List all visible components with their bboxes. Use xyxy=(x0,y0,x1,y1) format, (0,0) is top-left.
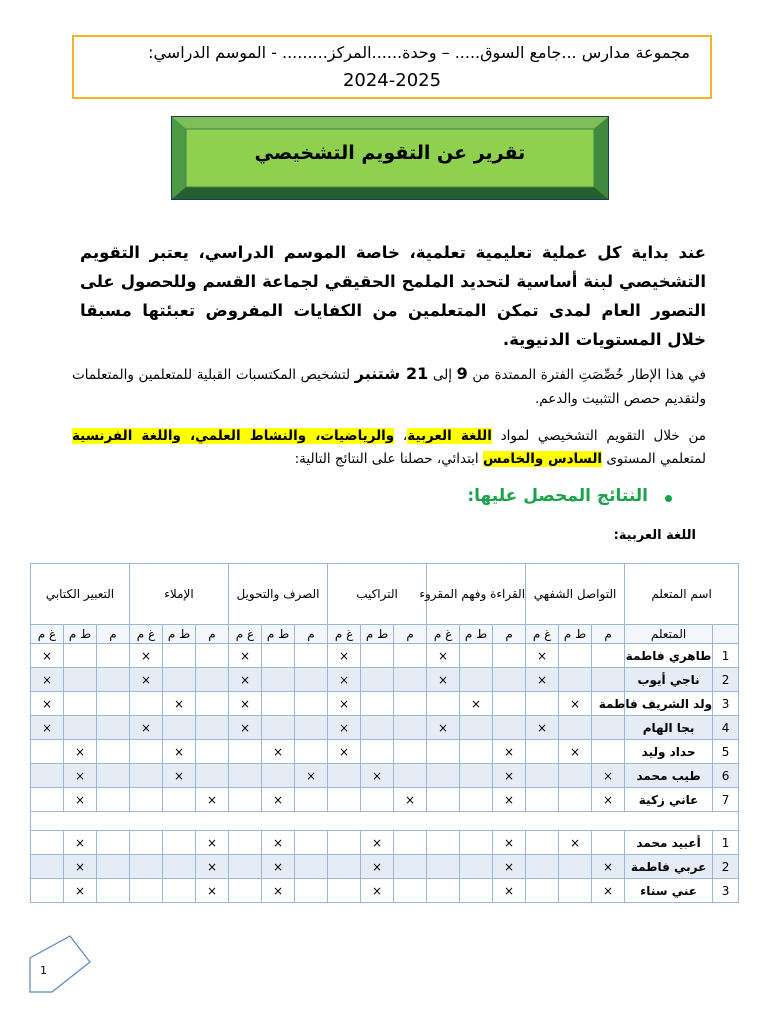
mark-x-icon: × xyxy=(31,692,64,716)
level-cell xyxy=(64,692,97,716)
mark-x-icon: × xyxy=(196,788,229,812)
mark-x-icon: × xyxy=(64,831,97,855)
level-cell xyxy=(262,692,295,716)
subheader-level: غ م xyxy=(328,625,361,644)
level-cell xyxy=(427,855,460,879)
header-student-name: اسم المتعلم xyxy=(625,564,739,625)
mark-x-icon: × xyxy=(559,740,592,764)
level-cell xyxy=(427,692,460,716)
level-cell xyxy=(97,788,130,812)
level-cell xyxy=(526,740,559,764)
level-cell xyxy=(394,855,427,879)
subheader-level: م xyxy=(394,625,427,644)
level-cell xyxy=(460,879,493,903)
student-name: بجا الهام xyxy=(625,716,713,740)
subheader-level: م xyxy=(97,625,130,644)
level-cell xyxy=(229,740,262,764)
row-number: 2 xyxy=(713,668,739,692)
subheader-number-cell xyxy=(713,625,739,644)
table-row xyxy=(31,740,739,764)
subheader-level: م xyxy=(295,625,328,644)
level-cell xyxy=(460,788,493,812)
mark-x-icon: × xyxy=(229,644,262,668)
subheader-level: غ م xyxy=(526,625,559,644)
level-cell xyxy=(460,764,493,788)
level-cell xyxy=(559,879,592,903)
level-cell xyxy=(295,855,328,879)
intro-paragraph: عند بداية كل عملية تعليمية تعلمية، خاصة الموسم الدراسي، يعتبر التقويم التشخيصي لبنة أساسية لتحديد الملمح الحقيقي لجماعة القسم وللحصول على التصور العام لمدى تمكن المتعلمين من الكفايات المفروض تعبئتها مسبقا خلال المستويات الدنيوية. xyxy=(80,243,706,349)
period-start-day: 9 xyxy=(456,364,468,383)
level-cell xyxy=(493,668,526,692)
subjects-text-c: ابتدائي، حصلنا على النتائج التالية: xyxy=(294,451,483,467)
student-name: حداد وليد xyxy=(625,740,713,764)
mark-x-icon: × xyxy=(592,855,625,879)
level-cell xyxy=(31,788,64,812)
mark-x-icon: × xyxy=(229,692,262,716)
level-cell xyxy=(130,788,163,812)
mark-x-icon: × xyxy=(394,788,427,812)
mark-x-icon: × xyxy=(361,831,394,855)
level-cell xyxy=(394,740,427,764)
mark-x-icon: × xyxy=(559,692,592,716)
level-cell xyxy=(460,668,493,692)
level-cell xyxy=(328,788,361,812)
level-cell xyxy=(295,740,328,764)
mark-x-icon: × xyxy=(460,692,493,716)
level-cell xyxy=(394,879,427,903)
level-cell xyxy=(130,764,163,788)
level-cell xyxy=(493,644,526,668)
row-number: 7 xyxy=(713,788,739,812)
mark-x-icon: × xyxy=(262,788,295,812)
mark-x-icon: × xyxy=(196,855,229,879)
level-cell xyxy=(295,668,328,692)
subjects-paragraph xyxy=(72,425,706,471)
header-domain: التراكيب xyxy=(328,564,427,625)
header-year: 2024-2025 xyxy=(342,70,442,91)
level-cell xyxy=(31,764,64,788)
mark-x-icon: × xyxy=(361,879,394,903)
level-cell xyxy=(163,644,196,668)
table-row xyxy=(31,644,739,668)
student-name: ولد الشريف فاطمة xyxy=(625,692,713,716)
row-number: 6 xyxy=(713,764,739,788)
table-row xyxy=(31,831,739,855)
mark-x-icon: × xyxy=(427,668,460,692)
group-separator-row xyxy=(31,812,739,831)
level-cell xyxy=(559,644,592,668)
subheader-level: غ م xyxy=(427,625,460,644)
header-domain: التعبير الكتابي xyxy=(31,564,130,625)
mark-x-icon: × xyxy=(130,668,163,692)
level-cell xyxy=(592,644,625,668)
subheader-level: ط م xyxy=(460,625,493,644)
mark-x-icon: × xyxy=(64,788,97,812)
mark-x-icon: × xyxy=(262,879,295,903)
level-cell xyxy=(394,644,427,668)
level-cell xyxy=(295,879,328,903)
level-cell xyxy=(328,879,361,903)
mark-x-icon: × xyxy=(262,855,295,879)
subjects-others-highlight: والرياضيات، والنشاط العلمي، واللغة الفرنسية xyxy=(72,428,395,444)
mark-x-icon: × xyxy=(229,716,262,740)
level-cell xyxy=(64,644,97,668)
table-row xyxy=(31,788,739,812)
mark-x-icon: × xyxy=(163,740,196,764)
subjects-text-a: من خلال التقويم التشخيصي لمواد xyxy=(491,428,706,444)
table-subheader-row xyxy=(31,625,739,644)
level-cell xyxy=(229,855,262,879)
subheader-level: غ م xyxy=(31,625,64,644)
level-cell xyxy=(559,668,592,692)
level-cell xyxy=(196,740,229,764)
header-domain: الصرف والتحويل xyxy=(229,564,328,625)
level-cell xyxy=(559,855,592,879)
level-cell xyxy=(163,831,196,855)
level-cell xyxy=(559,764,592,788)
level-cell xyxy=(559,788,592,812)
student-name: ناجي أيوب xyxy=(625,668,713,692)
mark-x-icon: × xyxy=(196,879,229,903)
mark-x-icon: × xyxy=(493,740,526,764)
mark-x-icon: × xyxy=(592,764,625,788)
mark-x-icon: × xyxy=(493,855,526,879)
level-cell xyxy=(592,668,625,692)
mark-x-icon: × xyxy=(526,668,559,692)
level-cell xyxy=(295,716,328,740)
level-cell xyxy=(295,831,328,855)
level-cell xyxy=(394,668,427,692)
student-name: طاهري فاطمة xyxy=(625,644,713,668)
level-cell xyxy=(31,855,64,879)
mark-x-icon: × xyxy=(592,788,625,812)
level-cell xyxy=(559,716,592,740)
period-text-a: في هذا الإطار خُصِّصَتِ الفترة الممتدة من xyxy=(467,367,707,383)
level-cell xyxy=(130,692,163,716)
mark-x-icon: × xyxy=(130,644,163,668)
level-cell xyxy=(427,740,460,764)
mark-x-icon: × xyxy=(31,716,64,740)
level-cell xyxy=(262,716,295,740)
subheader-level: ط م xyxy=(64,625,97,644)
level-cell xyxy=(526,764,559,788)
row-number: 1 xyxy=(713,831,739,855)
level-cell xyxy=(97,668,130,692)
mark-x-icon: × xyxy=(427,716,460,740)
header-school-line: مجموعة مدارس ...جامع السوق..... – وحدة......المركز......... - الموسم الدراسي: xyxy=(148,43,690,62)
level-cell xyxy=(328,764,361,788)
mark-x-icon: × xyxy=(31,644,64,668)
table-row xyxy=(31,879,739,903)
level-cell xyxy=(526,855,559,879)
level-cell xyxy=(97,644,130,668)
table-row xyxy=(31,668,739,692)
level-cell xyxy=(460,716,493,740)
level-cell xyxy=(427,788,460,812)
level-cell xyxy=(31,831,64,855)
level-cell xyxy=(592,716,625,740)
level-cell xyxy=(361,788,394,812)
level-cell xyxy=(328,855,361,879)
level-cell xyxy=(427,879,460,903)
mark-x-icon: × xyxy=(493,879,526,903)
level-cell xyxy=(97,764,130,788)
period-end-date: 21 شتنبر xyxy=(354,364,429,383)
level-cell xyxy=(31,740,64,764)
mark-x-icon: × xyxy=(493,764,526,788)
level-cell xyxy=(427,764,460,788)
mark-x-icon: × xyxy=(592,879,625,903)
level-cell xyxy=(196,764,229,788)
level-cell xyxy=(361,692,394,716)
page-number: 1 xyxy=(40,964,47,977)
mark-x-icon: × xyxy=(196,831,229,855)
level-cell xyxy=(295,644,328,668)
level-cell xyxy=(196,644,229,668)
level-cell xyxy=(526,831,559,855)
level-cell xyxy=(295,692,328,716)
period-text-b: إلى xyxy=(428,367,457,383)
level-cell xyxy=(361,644,394,668)
mark-x-icon: × xyxy=(328,740,361,764)
level-cell xyxy=(262,668,295,692)
table-row xyxy=(31,716,739,740)
level-cell xyxy=(526,692,559,716)
level-cell xyxy=(361,740,394,764)
mark-x-icon: × xyxy=(262,831,295,855)
level-cell xyxy=(64,716,97,740)
row-number: 3 xyxy=(713,879,739,903)
mark-x-icon: × xyxy=(64,879,97,903)
level-cell xyxy=(229,788,262,812)
mark-x-icon: × xyxy=(361,764,394,788)
level-cell xyxy=(262,644,295,668)
table-header-row xyxy=(31,564,739,625)
mark-x-icon: × xyxy=(229,668,262,692)
level-cell xyxy=(163,716,196,740)
student-name: عني سناء xyxy=(625,879,713,903)
level-cell xyxy=(361,668,394,692)
results-heading xyxy=(467,486,648,506)
subject-label: اللغة العربية: xyxy=(613,528,696,543)
levels-highlight: السادس والخامس xyxy=(482,451,603,467)
level-cell xyxy=(460,831,493,855)
level-cell xyxy=(97,879,130,903)
subheader-level: ط م xyxy=(163,625,196,644)
level-cell xyxy=(130,740,163,764)
subheader-level: ط م xyxy=(361,625,394,644)
level-cell xyxy=(295,788,328,812)
subject-arabic-highlight: اللغة العربية xyxy=(407,428,492,444)
level-cell xyxy=(229,879,262,903)
level-cell xyxy=(196,716,229,740)
subjects-sep: ، xyxy=(394,428,408,444)
level-cell xyxy=(460,644,493,668)
level-cell xyxy=(592,740,625,764)
row-number: 1 xyxy=(713,644,739,668)
row-number: 4 xyxy=(713,716,739,740)
header-box xyxy=(72,35,712,99)
level-cell xyxy=(394,716,427,740)
mark-x-icon: × xyxy=(493,788,526,812)
mark-x-icon: × xyxy=(64,764,97,788)
mark-x-icon: × xyxy=(328,692,361,716)
level-cell xyxy=(130,831,163,855)
mark-x-icon: × xyxy=(526,716,559,740)
mark-x-icon: × xyxy=(31,668,64,692)
level-cell xyxy=(361,716,394,740)
level-cell xyxy=(328,831,361,855)
level-cell xyxy=(196,668,229,692)
mark-x-icon: × xyxy=(493,831,526,855)
mark-x-icon: × xyxy=(64,855,97,879)
level-cell xyxy=(97,855,130,879)
header-domain: القراءة وفهم المقروء xyxy=(427,564,526,625)
student-name: عربي فاطمة xyxy=(625,855,713,879)
level-cell xyxy=(526,788,559,812)
mark-x-icon: × xyxy=(130,716,163,740)
mark-x-icon: × xyxy=(328,716,361,740)
subheader-level: م xyxy=(592,625,625,644)
mark-x-icon: × xyxy=(64,740,97,764)
level-cell xyxy=(97,716,130,740)
level-cell xyxy=(130,855,163,879)
level-cell xyxy=(460,855,493,879)
subheader-level: م xyxy=(493,625,526,644)
level-cell xyxy=(460,740,493,764)
subheader-level: غ م xyxy=(229,625,262,644)
mark-x-icon: × xyxy=(163,692,196,716)
mark-x-icon: × xyxy=(163,764,196,788)
separator-cell xyxy=(31,812,739,831)
page-number-tag xyxy=(28,936,92,998)
row-number: 3 xyxy=(713,692,739,716)
subheader-level: ط م xyxy=(559,625,592,644)
level-cell xyxy=(163,879,196,903)
student-name: طيب محمد xyxy=(625,764,713,788)
mark-x-icon: × xyxy=(295,764,328,788)
mark-x-icon: × xyxy=(559,831,592,855)
mark-x-icon: × xyxy=(427,644,460,668)
level-cell xyxy=(97,831,130,855)
mark-x-icon: × xyxy=(328,668,361,692)
level-cell xyxy=(31,879,64,903)
level-cell xyxy=(97,692,130,716)
header-domain: الإملاء xyxy=(130,564,229,625)
level-cell xyxy=(493,716,526,740)
title-banner xyxy=(172,117,608,199)
mark-x-icon: × xyxy=(361,855,394,879)
level-cell xyxy=(163,668,196,692)
subheader-level: م xyxy=(196,625,229,644)
subheader-level: ط م xyxy=(262,625,295,644)
student-name: أعبيد محمد xyxy=(625,831,713,855)
level-cell xyxy=(394,692,427,716)
mark-x-icon: × xyxy=(526,644,559,668)
period-text-c: لتشخيص المكتسبات القبلية للمتعلمين والمتعلمات ولتقديم حصص التثبيت والدعم. xyxy=(72,367,706,407)
header-domain: التواصل الشفهي xyxy=(526,564,625,625)
mark-x-icon: × xyxy=(328,644,361,668)
level-cell xyxy=(394,764,427,788)
bullet-icon xyxy=(665,495,672,502)
level-cell xyxy=(130,879,163,903)
level-cell xyxy=(394,831,427,855)
subheader-student: المتعلم xyxy=(625,625,713,644)
period-paragraph xyxy=(72,362,706,411)
report-title: تقرير عن التقويم التشخيصي xyxy=(254,142,526,164)
table-row xyxy=(31,764,739,788)
table-row xyxy=(31,692,739,716)
level-cell xyxy=(196,692,229,716)
student-name: عاني زكية xyxy=(625,788,713,812)
level-cell xyxy=(97,740,130,764)
row-number: 2 xyxy=(713,855,739,879)
level-cell xyxy=(229,831,262,855)
level-cell xyxy=(163,855,196,879)
results-heading-text: النتائج المحصل عليها: xyxy=(467,486,648,506)
row-number: 5 xyxy=(713,740,739,764)
level-cell xyxy=(262,764,295,788)
level-cell xyxy=(493,692,526,716)
level-cell xyxy=(592,831,625,855)
level-cell xyxy=(526,879,559,903)
level-cell xyxy=(64,668,97,692)
subheader-level: غ م xyxy=(130,625,163,644)
level-cell xyxy=(163,788,196,812)
mark-x-icon: × xyxy=(262,740,295,764)
subjects-text-b: لمتعلمي المستوى xyxy=(602,451,706,467)
level-cell xyxy=(229,764,262,788)
results-table xyxy=(30,563,739,903)
table-row xyxy=(31,855,739,879)
level-cell xyxy=(427,831,460,855)
